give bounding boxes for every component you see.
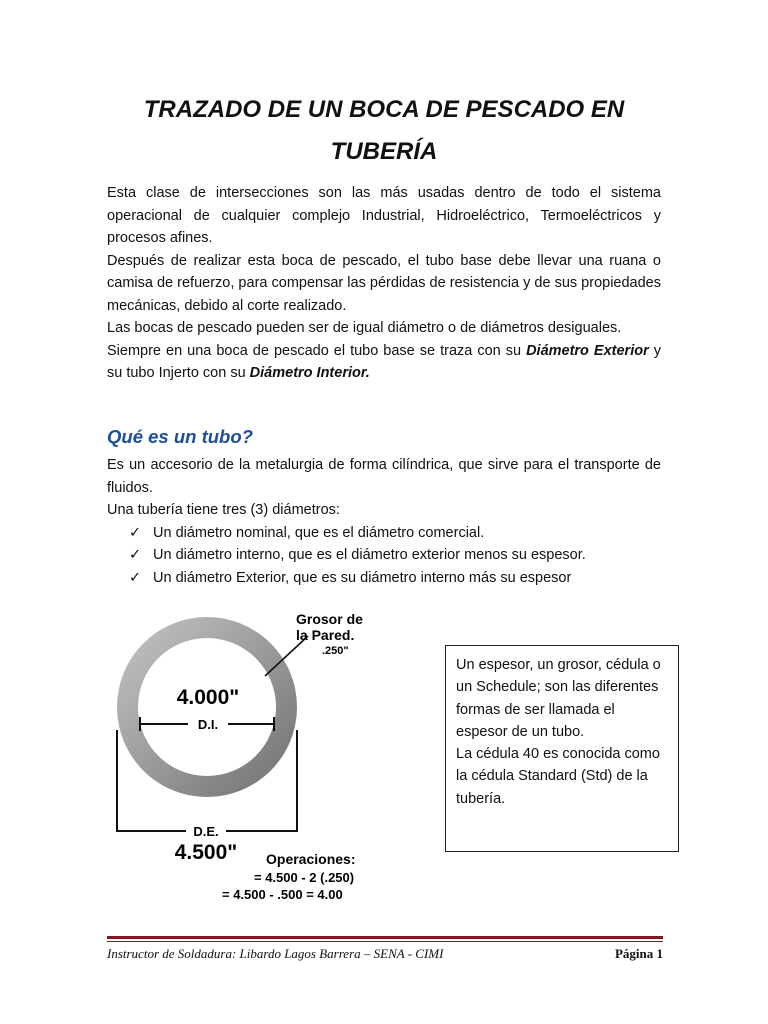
wall-thickness-value: .250": [322, 645, 349, 657]
list-item-text: Un diámetro Exterior, que es su diámetro interno más su espesor: [153, 569, 572, 586]
wall-thickness-label-1: Grosor de: [296, 611, 363, 627]
intro-paragraph-3: Las bocas de pescado pueden ser de igual diámetro o de diámetros desiguales.: [107, 320, 622, 336]
section-heading: Qué es un tubo?: [107, 426, 253, 447]
intro-p4-text-c: y su tubo Injerto con su: [107, 342, 661, 381]
checkmark-icon: ✓: [129, 569, 142, 586]
checkmark-icon: ✓: [129, 547, 142, 563]
intro-section: [107, 182, 661, 385]
page-title-line-2: TUBERÍA: [330, 138, 438, 165]
footer-divider-thick: [107, 936, 663, 939]
outer-diameter-label: D.E.: [193, 824, 219, 839]
diameter-list: [107, 522, 661, 590]
diametro-exterior-emphasis: Diámetro Exterior: [526, 342, 649, 359]
page-title-line-1: TRAZADO DE UN BOCA DE PESCADO EN: [143, 96, 625, 123]
footer-author: Instructor de Soldadura: Libardo Lagos Barrera – SENA - CIMI: [107, 946, 444, 961]
list-item: [107, 522, 661, 545]
note-paragraph-1: Un espesor, un grosor, cédula o un Schedule; son las diferentes formas de ser llamada el espesor de un tubo.: [456, 657, 661, 740]
diametro-interior-emphasis: Diámetro Interior.: [249, 365, 370, 381]
intro-paragraph-2: Después de realizar esta boca de pescado, el tubo base debe llevar una ruana o camisa de refuerzo, para compensar las pérdidas de resistencia y de sus propiedades mecánicas, debido al corte realizado.: [107, 252, 661, 314]
list-item-text: Un diámetro nominal, que es el diámetro comercial.: [153, 524, 485, 541]
pipe-diagram: [100, 600, 420, 910]
intro-paragraph-4: [107, 340, 661, 385]
intro-p4-text-a: Siempre en una boca de pescado el tubo base se traza con su: [107, 342, 527, 359]
list-item-text: Un diámetro interno, que es el diámetro exterior menos su espesor.: [153, 547, 586, 563]
intro-paragraph-1: Esta clase de intersecciones son las más usadas dentro de todo el sistema operacional de cualquier complejo Industrial, Hidroeléctrico, Termoeléctricos y procesos afines.: [107, 185, 661, 246]
tubo-section: [107, 454, 661, 589]
operations-title: Operaciones:: [266, 851, 356, 867]
footer-page-number: Página 1: [614, 946, 663, 961]
schedule-note-box: [445, 645, 679, 852]
inner-diameter-label: D.I.: [197, 717, 219, 732]
operations-line-2: = 4.500 - .500 = 4.00: [222, 887, 343, 902]
operations-line-1: = 4.500 - 2 (.250): [254, 870, 355, 885]
inner-diameter-value: 4.000": [176, 686, 240, 709]
outer-diameter-value: 4.500": [174, 841, 238, 864]
wall-thickness-label-2: la Pared.: [296, 627, 355, 643]
list-item: [107, 567, 661, 590]
checkmark-icon: ✓: [129, 524, 142, 541]
note-paragraph-2: La cédula 40 es conocida como la cédula Standard (Std) de la tubería.: [456, 746, 660, 807]
tubo-paragraph-2: Una tubería tiene tres (3) diámetros:: [107, 502, 340, 518]
list-item: [107, 544, 661, 567]
tubo-paragraph-1: Es un accesorio de la metalurgia de forma cilíndrica, que sirve para el transporte de fluidos.: [107, 457, 661, 496]
footer-divider-thin: [107, 941, 663, 942]
